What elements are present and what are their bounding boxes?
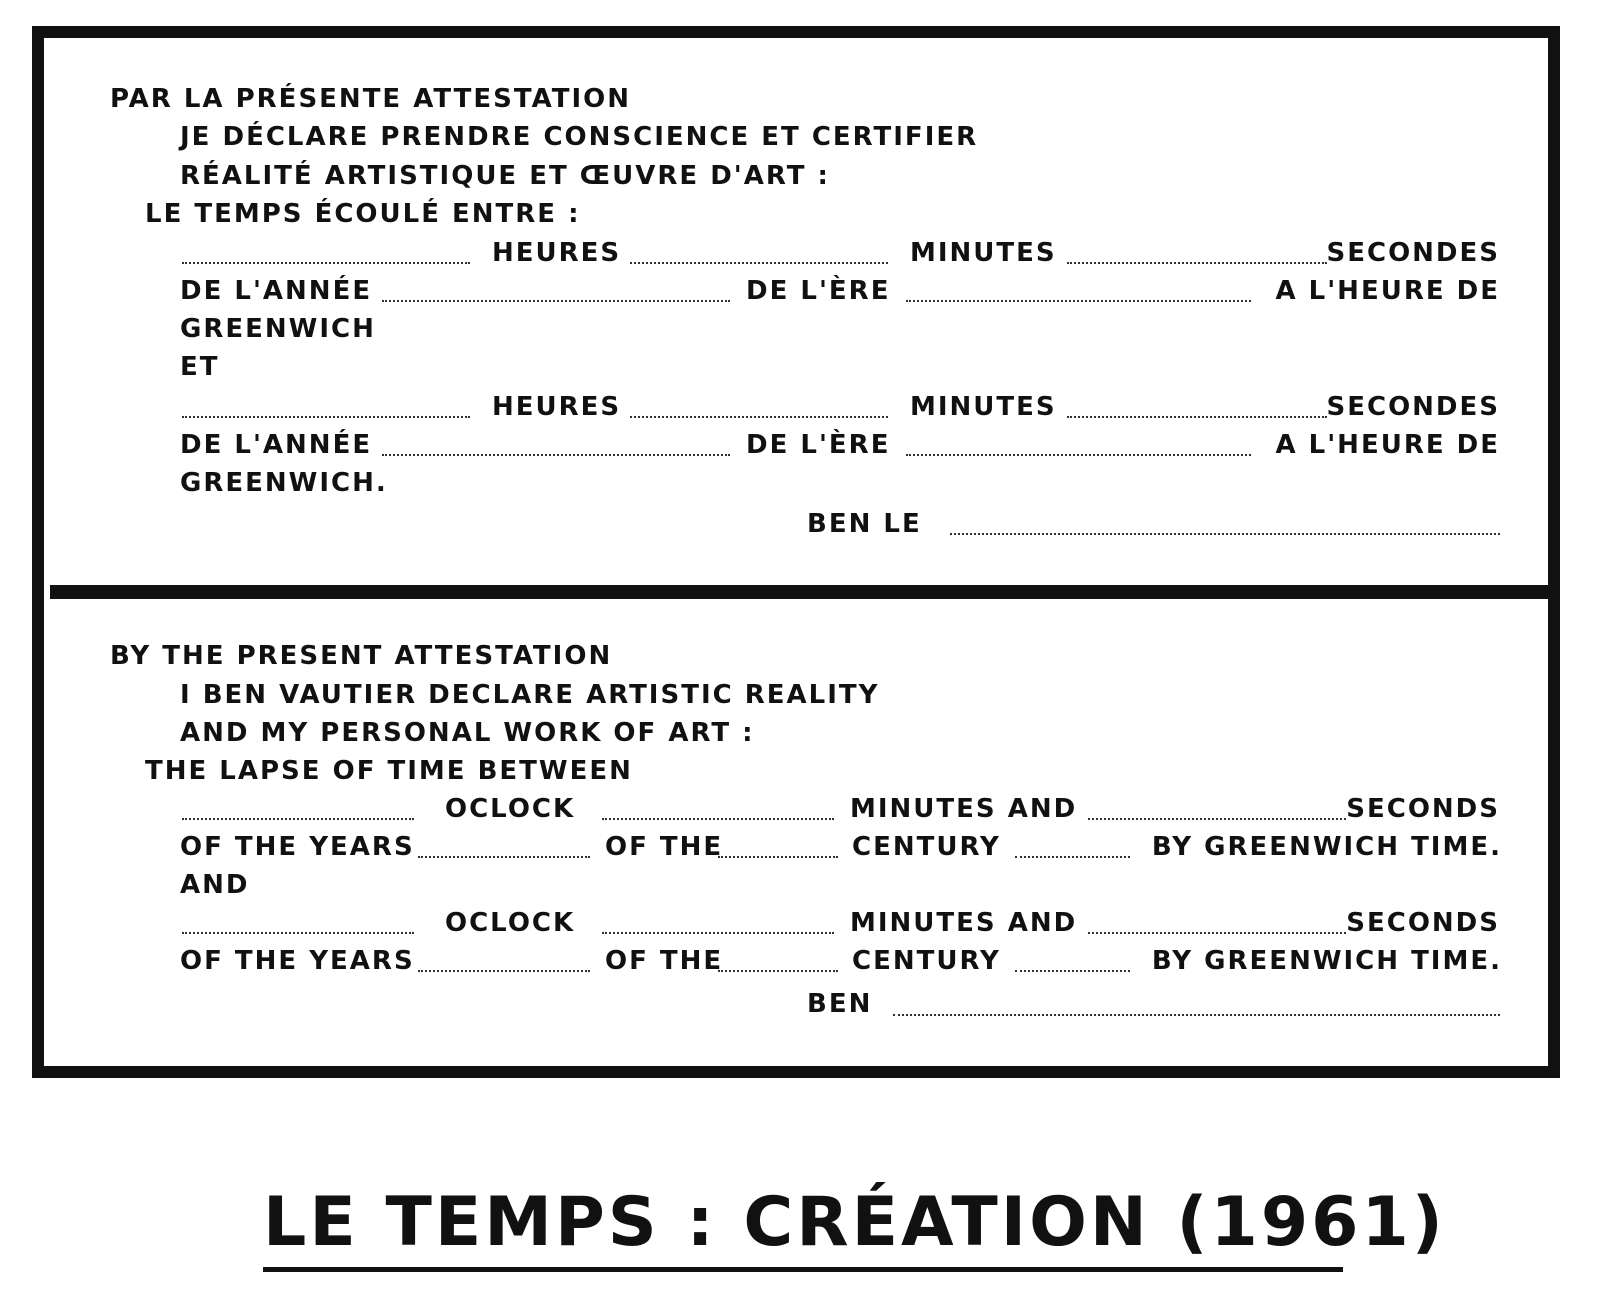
seconds-blank-en-1[interactable] — [1088, 818, 1346, 820]
secondes-label-2: SECONDES — [1326, 392, 1500, 422]
de-lannee-label-1: DE L'ANNÉE — [180, 276, 373, 306]
english-line-4: THE LAPSE OF TIME BETWEEN — [145, 756, 633, 786]
era-blank-1[interactable] — [906, 300, 1251, 302]
ben-le-label: BEN LE — [807, 509, 922, 539]
oclock-label-2: OCLOCK — [445, 908, 576, 938]
french-line-3: RÉALITÉ ARTISTIQUE ET ŒUVRE D'ART : — [180, 161, 830, 191]
french-line-1: PAR LA PRÉSENTE ATTESTATION — [110, 84, 631, 114]
year-blank-1[interactable] — [382, 300, 730, 302]
by-greenwich-time-label-2: BY GREENWICH TIME. — [1151, 946, 1502, 976]
hours-blank-1[interactable] — [182, 262, 470, 264]
page-title: LE TEMPS : CRÉATION (1961) — [263, 1183, 1446, 1262]
oclock-blank-2[interactable] — [182, 932, 414, 934]
century-label-1: CENTURY — [852, 832, 1001, 862]
english-line-1: BY THE PRESENT ATTESTATION — [110, 641, 613, 671]
minutes-blank-1[interactable] — [630, 262, 888, 264]
minutes-blank-en-2[interactable] — [602, 932, 834, 934]
century-number-blank-2[interactable] — [1015, 970, 1130, 972]
english-line-2: I BEN VAUTIER DECLARE ARTISTIC REALITY — [180, 680, 880, 710]
section-divider — [50, 585, 1560, 599]
seconds-blank-2[interactable] — [1067, 416, 1327, 418]
minutes-and-label-2: MINUTES AND — [850, 908, 1078, 938]
century-blank-1[interactable] — [718, 856, 838, 858]
minutes-blank-2[interactable] — [630, 416, 888, 418]
minutes-label-2: MINUTES — [910, 392, 1057, 422]
greenwich-label-2: GREENWICH. — [180, 468, 388, 498]
minutes-blank-en-1[interactable] — [602, 818, 834, 820]
and-label: AND — [180, 870, 250, 900]
ben-label: BEN — [807, 989, 873, 1019]
century-blank-2[interactable] — [718, 970, 838, 972]
signature-date-blank[interactable] — [950, 533, 1500, 535]
century-label-2: CENTURY — [852, 946, 1001, 976]
french-line-2: JE DÉCLARE PRENDRE CONSCIENCE ET CERTIFIER — [180, 122, 979, 152]
english-line-3: AND MY PERSONAL WORK OF ART : — [180, 718, 755, 748]
hours-blank-2[interactable] — [182, 416, 470, 418]
of-the-label-1: OF THE — [605, 832, 724, 862]
century-number-blank-1[interactable] — [1015, 856, 1130, 858]
seconds-label-1: SECONDS — [1346, 794, 1500, 824]
years-blank-1[interactable] — [418, 856, 590, 858]
seconds-blank-1[interactable] — [1067, 262, 1327, 264]
french-line-4: LE TEMPS ÉCOULÉ ENTRE : — [145, 199, 581, 229]
greenwich-label-1: GREENWICH — [180, 314, 376, 344]
of-the-label-2: OF THE — [605, 946, 724, 976]
a-lheure-de-label-2: A L'HEURE DE — [1275, 430, 1500, 460]
oclock-label-1: OCLOCK — [445, 794, 576, 824]
de-lere-label-2: DE L'ÈRE — [746, 430, 891, 460]
year-blank-2[interactable] — [382, 454, 730, 456]
seconds-label-2: SECONDS — [1346, 908, 1500, 938]
signature-blank[interactable] — [893, 1014, 1500, 1016]
of-the-years-label-2: OF THE YEARS — [180, 946, 415, 976]
de-lannee-label-2: DE L'ANNÉE — [180, 430, 373, 460]
minutes-and-label-1: MINUTES AND — [850, 794, 1078, 824]
title-underline — [263, 1267, 1343, 1272]
heures-label-2: HEURES — [492, 392, 622, 422]
oclock-blank-1[interactable] — [182, 818, 414, 820]
by-greenwich-time-label-1: BY GREENWICH TIME. — [1151, 832, 1502, 862]
of-the-years-label-1: OF THE YEARS — [180, 832, 415, 862]
secondes-label-1: SECONDES — [1326, 238, 1500, 268]
minutes-label-1: MINUTES — [910, 238, 1057, 268]
era-blank-2[interactable] — [906, 454, 1251, 456]
a-lheure-de-label-1: A L'HEURE DE — [1275, 276, 1500, 306]
et-label: ET — [180, 352, 220, 382]
de-lere-label-1: DE L'ÈRE — [746, 276, 891, 306]
seconds-blank-en-2[interactable] — [1088, 932, 1346, 934]
years-blank-2[interactable] — [418, 970, 590, 972]
heures-label-1: HEURES — [492, 238, 622, 268]
